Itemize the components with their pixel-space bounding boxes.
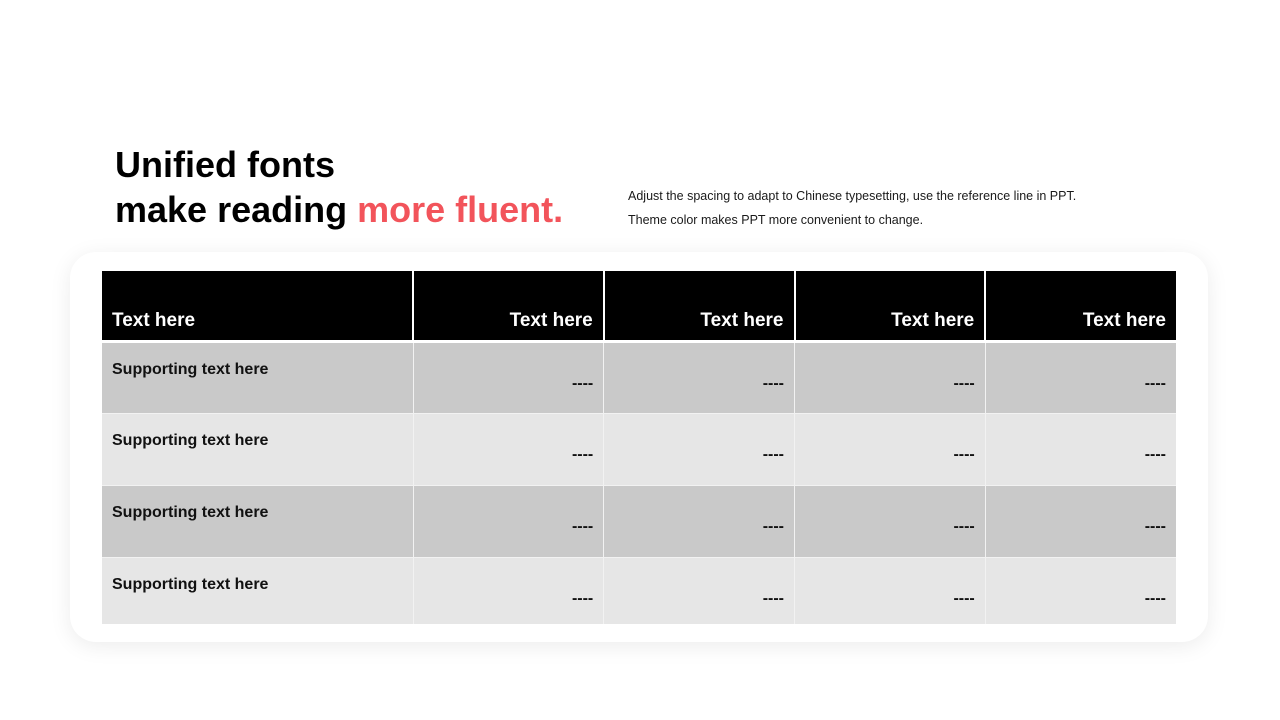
row-label: Supporting text here [102, 413, 413, 485]
table-row [102, 341, 1176, 413]
description-line-1: Adjust the spacing to adapt to Chinese typesetting, use the reference line in PPT. [628, 189, 1077, 203]
table-row [102, 485, 1176, 557]
description [628, 184, 1076, 232]
data-table [102, 271, 1176, 624]
table-cell: ---- [413, 557, 604, 624]
table-cell: ---- [795, 341, 986, 413]
title-line-1: Unified fonts [115, 144, 335, 185]
table-cell: ---- [413, 413, 604, 485]
table-cell: ---- [795, 485, 986, 557]
column-header: Text here [985, 271, 1176, 341]
table-cell: ---- [985, 413, 1176, 485]
column-header: Text here [413, 271, 604, 341]
page-title [115, 142, 563, 232]
row-label: Supporting text here [102, 485, 413, 557]
table-cell: ---- [795, 413, 986, 485]
row-label: Supporting text here [102, 341, 413, 413]
table-header-row [102, 271, 1176, 341]
table-cell: ---- [795, 557, 986, 624]
table-cell: ---- [604, 485, 795, 557]
column-header: Text here [102, 271, 413, 341]
title-line-2 [115, 187, 563, 232]
table-cell: ---- [985, 341, 1176, 413]
row-label: Supporting text here [102, 557, 413, 624]
table-cell: ---- [413, 485, 604, 557]
column-header: Text here [795, 271, 986, 341]
title-accent-text: more fluent. [357, 189, 564, 230]
table-row [102, 557, 1176, 624]
column-header: Text here [604, 271, 795, 341]
table-cell: ---- [604, 341, 795, 413]
table-cell: ---- [604, 413, 795, 485]
table-cell: ---- [985, 557, 1176, 624]
table-cell: ---- [413, 341, 604, 413]
title-line-2-prefix: make reading [115, 189, 358, 230]
description-line-2: Theme color makes PPT more convenient to change. [628, 213, 924, 227]
table-cell: ---- [985, 485, 1176, 557]
table-cell: ---- [604, 557, 795, 624]
table-row [102, 413, 1176, 485]
